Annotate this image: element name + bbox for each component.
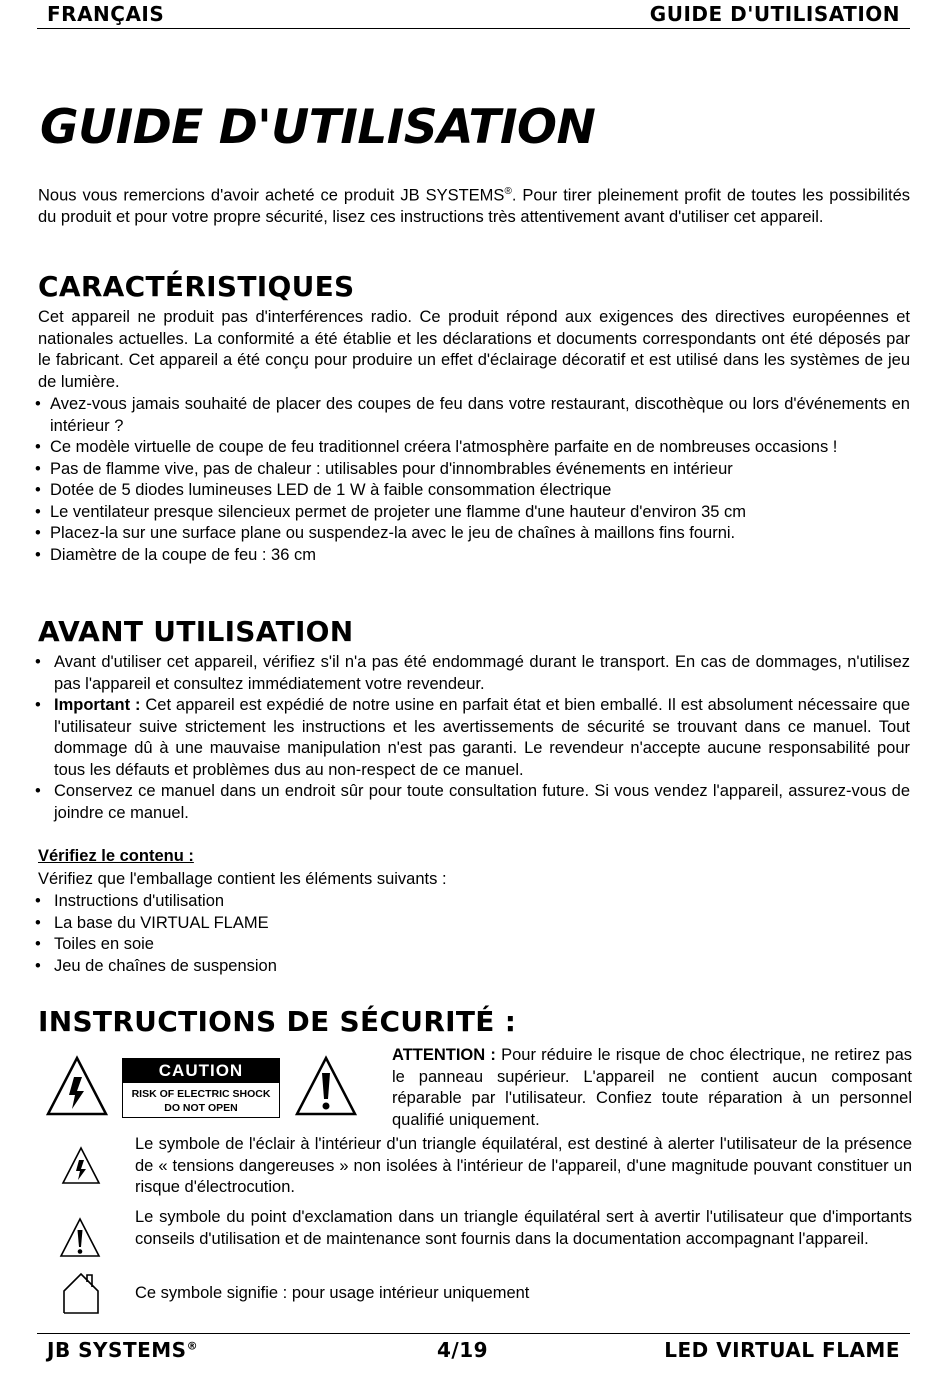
- caution-line: RISK OF ELECTRIC SHOCK: [131, 1088, 271, 1100]
- indoor-use-icon: [60, 1271, 102, 1315]
- page-number: 4/19: [437, 1338, 489, 1362]
- exclamation-symbol-icon: [58, 1216, 102, 1260]
- indoor-symbol-text: Ce symbole signifie : pour usage intérieur uniquement: [135, 1284, 530, 1302]
- header-section-title: GUIDE D'UTILISATION: [649, 2, 900, 26]
- attention-label: ATTENTION :: [392, 1046, 496, 1064]
- features-paragraph: Cet appareil ne produit pas d'interférences radio. Ce produit répond aux exigences des directives européennes et nationales actuelles. La conformité a été établie et les déclarations et documents correspondants ont été déposés par le fabricant. Cet appareil a été conçu pour produire un effet d'éclairage décoratif et est utilisé dans les systèmes de jeu de lumière.: [38, 308, 910, 391]
- caution-title: CAUTION: [123, 1059, 279, 1083]
- footer-brand: JB SYSTEMS®: [47, 1338, 199, 1362]
- intro-paragraph: Nous vous remercions d'avoir acheté ce produit JB SYSTEMS®. Pour tirer pleinement profit de toutes les possibilités du produit et pour votre propre sécurité, lisez ces instructions très attentivement avant d'utiliser cet appareil.: [38, 186, 911, 226]
- list-item: • Avant d'utiliser cet appareil, vérifiez s'il n'a pas été endommagé durant le transport. En cas de dommages, n'utilisez pas l'appareil et consultez immédiatement votre revendeur.: [30, 652, 910, 695]
- list-item: • Toiles en soie: [30, 934, 910, 956]
- list-item: • Ce modèle virtuelle de coupe de feu traditionnel créera l'atmosphère parfaite en de nombreuses occasions !: [30, 437, 910, 459]
- list-item: • Instructions d'utilisation: [30, 891, 910, 913]
- document-title: GUIDE D'UTILISATION: [40, 100, 596, 155]
- features-heading: CARACTÉRISTIQUES: [38, 270, 355, 303]
- before-use-heading: AVANT UTILISATION: [38, 615, 354, 648]
- caution-label: [122, 1058, 280, 1118]
- list-item: • Avez-vous jamais souhaité de placer des coupes de feu dans votre restaurant, discothèque ou lors d'événements en intérieur ?: [30, 394, 910, 437]
- safety-heading: INSTRUCTIONS DE SÉCURITÉ :: [38, 1005, 517, 1038]
- lightning-symbol-text: Le symbole de l'éclair à l'intérieur d'un triangle équilatéral, est destiné à alerter l'utilisateur de la présence de « tensions dangereuses » non isolées à l'intérieur de l'appareil, d'une magnitude pouvant constituer un risque d'électrocution.: [135, 1135, 912, 1196]
- lightning-warning-icon: [45, 1055, 109, 1117]
- before-use-list: [30, 652, 910, 824]
- list-item: • La base du VIRTUAL FLAME: [30, 913, 910, 935]
- list-item: • Le ventilateur presque silencieux permet de projeter une flamme d'une hauteur d'environ 35 cm: [30, 502, 910, 524]
- lightning-symbol-icon: [60, 1145, 102, 1187]
- contents-list: [30, 891, 910, 977]
- list-item: • Jeu de chaînes de suspension: [30, 956, 910, 978]
- registered-mark: ®: [504, 186, 512, 197]
- page-header: [37, 0, 910, 29]
- caution-line: DO NOT OPEN: [164, 1102, 238, 1114]
- list-item: • Pas de flamme vive, pas de chaleur : utilisables pour d'innombrables événements en intérieur: [30, 459, 910, 481]
- header-language: FRANÇAIS: [47, 2, 165, 26]
- exclamation-warning-icon: [294, 1055, 358, 1117]
- exclamation-symbol-text: Le symbole du point d'exclamation dans un triangle équilatéral sert à avertir l'utilisateur que d'importants conseils d'utilisation et de maintenance sont fournis dans la documentation accompagnant l'appareil.: [135, 1208, 912, 1248]
- contents-intro: Vérifiez que l'emballage contient les éléments suivants :: [38, 870, 447, 888]
- footer-product-name: LED VIRTUAL FLAME: [664, 1338, 900, 1362]
- contents-heading: Vérifiez le contenu :: [38, 847, 194, 865]
- features-list: [30, 394, 910, 566]
- list-item: • Conservez ce manuel dans un endroit sûr pour toute consultation future. Si vous vendez l'appareil, assurez-vous de joindre ce manuel.: [30, 781, 910, 824]
- footer-registered-mark: ®: [186, 1339, 199, 1353]
- list-item: • Important : Cet appareil est expédié de notre usine en parfait état et bien emballé. Il est absolument nécessaire que l'utilisateur suive strictement les instructions et les avertissements de sécurité se trouvant dans ce manuel. Tout dommage dû à une mauvaise manipulation n'est pas garanti. Le revendeur n'accepte aucune responsabilité pour tous les défauts et problèmes dus au non-respect de ce manuel.: [30, 695, 910, 781]
- important-label: Important :: [54, 696, 141, 714]
- list-item: • Placez-la sur une surface plane ou suspendez-la avec le jeu de chaînes à maillons fins fourni.: [30, 523, 910, 545]
- page-footer: [37, 1333, 910, 1364]
- list-item: • Diamètre de la coupe de feu : 36 cm: [30, 545, 910, 567]
- list-item: • Dotée de 5 diodes lumineuses LED de 1 W à faible consommation électrique: [30, 480, 910, 502]
- attention-paragraph: ATTENTION : Pour réduire le risque de choc électrique, ne retirez pas le panneau supérieur. L'appareil ne contient aucun composant réparable par l'utilisateur. Confiez toute réparation à un personnel qualifié uniquement.: [392, 1046, 912, 1129]
